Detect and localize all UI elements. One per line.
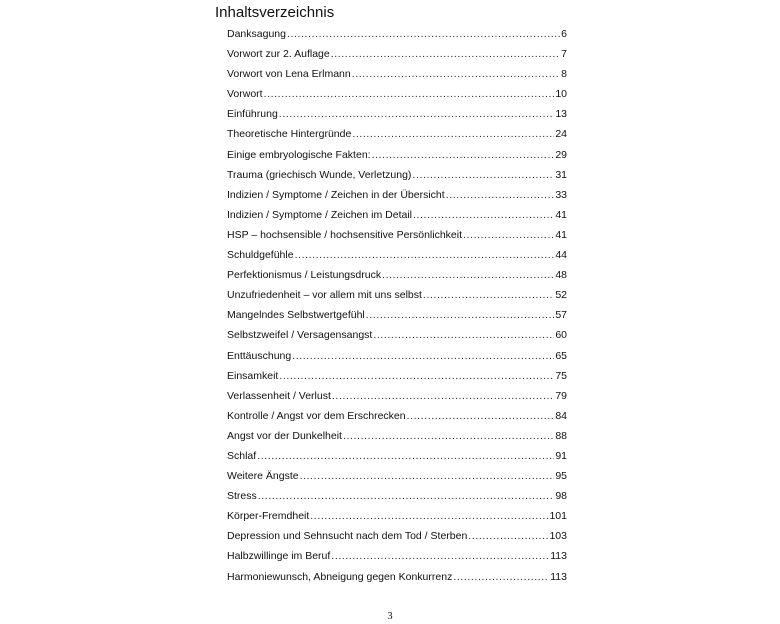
toc-entry-page: 95 <box>555 470 567 483</box>
dot-leader <box>292 346 554 366</box>
toc-entry-page: 88 <box>555 429 567 442</box>
toc-entry-title: Kontrolle / Angst vor dem Erschrecken <box>227 409 406 422</box>
toc-entry-title: Schuldgefühle <box>227 249 294 262</box>
dot-leader <box>257 446 554 466</box>
toc-entry-title: Indizien / Symptome / Zeichen in der Übersicht <box>227 188 445 201</box>
toc-entry[interactable] <box>227 386 567 406</box>
toc-entry-page: 75 <box>555 369 567 382</box>
dot-leader <box>331 546 549 566</box>
toc-entry-title: Halbzwillinge im Beruf <box>227 550 331 563</box>
toc-entry-title: Einführung <box>227 108 278 121</box>
dot-leader <box>258 486 555 506</box>
toc-entry-title: Einsamkeit <box>227 369 279 382</box>
dot-leader <box>372 145 555 165</box>
toc-entry-title: Körper-Fremdheit <box>227 510 310 523</box>
toc-entry-page: 98 <box>555 490 567 503</box>
dot-leader <box>332 386 554 406</box>
toc-entry-page: 41 <box>555 208 567 221</box>
toc-entry[interactable] <box>227 185 567 205</box>
toc-entry-title: Enttäuschung <box>227 349 292 362</box>
toc-entry[interactable] <box>227 346 567 366</box>
toc-entry-title: Selbstzweifel / Versagensangst <box>227 329 373 342</box>
toc-entry-page: 41 <box>555 228 567 241</box>
toc-entry-page: 7 <box>561 48 567 61</box>
dot-leader <box>310 506 548 526</box>
toc-entry-page: 52 <box>555 289 567 302</box>
toc-entry[interactable] <box>227 446 567 466</box>
toc-entry-page: 13 <box>555 108 567 121</box>
page-number: 3 <box>387 611 393 622</box>
toc-entry[interactable] <box>227 366 567 386</box>
dot-leader <box>453 567 549 587</box>
toc-entry-page: 113 <box>550 550 567 563</box>
dot-leader <box>463 225 554 245</box>
toc-entry-title: Weitere Ängste <box>227 470 299 483</box>
toc-entry-page: 8 <box>561 68 567 81</box>
toc-entry-title: Theoretische Hintergründe <box>227 128 352 141</box>
toc-entry[interactable] <box>227 104 567 124</box>
dot-leader <box>300 466 555 486</box>
dot-leader <box>373 325 554 345</box>
toc-entry[interactable] <box>227 285 567 305</box>
dot-leader <box>295 245 555 265</box>
toc-entry-page: 84 <box>555 409 567 422</box>
toc-entry[interactable] <box>227 546 567 566</box>
toc-entry[interactable] <box>227 205 567 225</box>
toc-entry-title: Trauma (griechisch Wunde, Verletzung) <box>227 168 412 181</box>
toc-entry-page: 6 <box>561 28 567 40</box>
toc-entry-title: Verlassenheit / Verlust <box>227 389 331 402</box>
toc-entry[interactable] <box>227 24 567 44</box>
dot-leader <box>468 526 548 546</box>
toc-entry[interactable] <box>227 145 567 165</box>
toc-entry-title: Indizien / Symptome / Zeichen im Detail <box>227 208 412 221</box>
toc-entry-title: Vorwort zur 2. Auflage <box>227 48 330 61</box>
toc-entry-title: Perfektionismus / Leistungsdruck <box>227 269 382 282</box>
toc-entry-title: Einige embryologische Fakten: <box>227 148 371 161</box>
dot-leader <box>446 185 555 205</box>
toc-entry-title: HSP – hochsensible / hochsensitive Persönlichkeit <box>227 228 463 241</box>
toc-entry-title: Schlaf <box>227 449 257 462</box>
toc-entry-title: Angst vor der Dunkelheit <box>227 429 342 442</box>
toc-entry-page: 91 <box>555 449 567 462</box>
toc-entry[interactable] <box>227 225 567 245</box>
toc-entry-page: 103 <box>549 530 567 543</box>
toc-entry-page: 60 <box>555 329 567 342</box>
toc-entry[interactable] <box>227 325 567 345</box>
toc-entry-title: Vorwort <box>227 88 263 101</box>
toc-entry[interactable] <box>227 44 567 64</box>
dot-leader <box>382 265 554 285</box>
toc-entry[interactable] <box>227 124 567 144</box>
toc-entry-page: 79 <box>555 389 567 402</box>
toc-entry-title: Unzufriedenheit – vor allem mit uns selbst <box>227 289 422 302</box>
dot-leader <box>279 366 554 386</box>
toc-entry[interactable] <box>227 567 567 587</box>
toc-entry-page: 10 <box>555 88 567 101</box>
toc-entry-page: 24 <box>555 128 567 141</box>
toc-entry[interactable] <box>227 426 567 446</box>
toc-entry-page: 65 <box>555 349 567 362</box>
toc-entry-page: 101 <box>549 510 567 523</box>
toc-entry-page: 48 <box>555 269 567 282</box>
dot-leader <box>264 84 555 104</box>
dot-leader <box>366 305 555 325</box>
toc-entry[interactable] <box>227 64 567 84</box>
toc-entry-title: Stress <box>227 490 257 503</box>
toc-entry-page: 33 <box>555 188 567 201</box>
toc-entry-title: Vorwort von Lena Erlmann <box>227 68 351 81</box>
toc-entry-page: 29 <box>555 148 567 161</box>
toc-entry-title: Danksagung <box>227 28 286 40</box>
toc-entry[interactable] <box>227 265 567 285</box>
toc-entry-title: Mangelndes Selbstwertgefühl <box>227 309 365 322</box>
toc-entry[interactable] <box>227 526 567 546</box>
dot-leader <box>343 426 554 446</box>
toc-entry-title: Harmoniewunsch, Abneigung gegen Konkurrenz <box>227 570 453 583</box>
dot-leader <box>352 124 554 144</box>
dot-leader <box>279 104 555 124</box>
toc-entry-page: 57 <box>555 309 567 322</box>
toc-entry[interactable] <box>227 165 567 185</box>
toc-entry[interactable] <box>227 406 567 426</box>
toc-entry-title: Depression und Sehnsucht nach dem Tod / Sterben <box>227 530 468 543</box>
dot-leader <box>287 24 560 44</box>
toc-entry[interactable] <box>227 84 567 104</box>
toc-entry[interactable] <box>227 466 567 486</box>
toc-entry-page: 44 <box>555 249 567 262</box>
dot-leader <box>352 64 560 84</box>
toc-entry-page: 113 <box>550 570 567 583</box>
toc-entry-page: 31 <box>555 168 567 181</box>
dot-leader <box>423 285 554 305</box>
dot-leader <box>413 205 554 225</box>
table-of-contents <box>227 24 567 587</box>
toc-entry[interactable] <box>227 506 567 526</box>
dot-leader <box>412 165 554 185</box>
dot-leader <box>331 44 560 64</box>
dot-leader <box>407 406 555 426</box>
toc-entry[interactable] <box>227 305 567 325</box>
toc-heading: Inhaltsverzeichnis <box>215 4 335 21</box>
toc-entry[interactable] <box>227 486 567 506</box>
toc-entry[interactable] <box>227 245 567 265</box>
